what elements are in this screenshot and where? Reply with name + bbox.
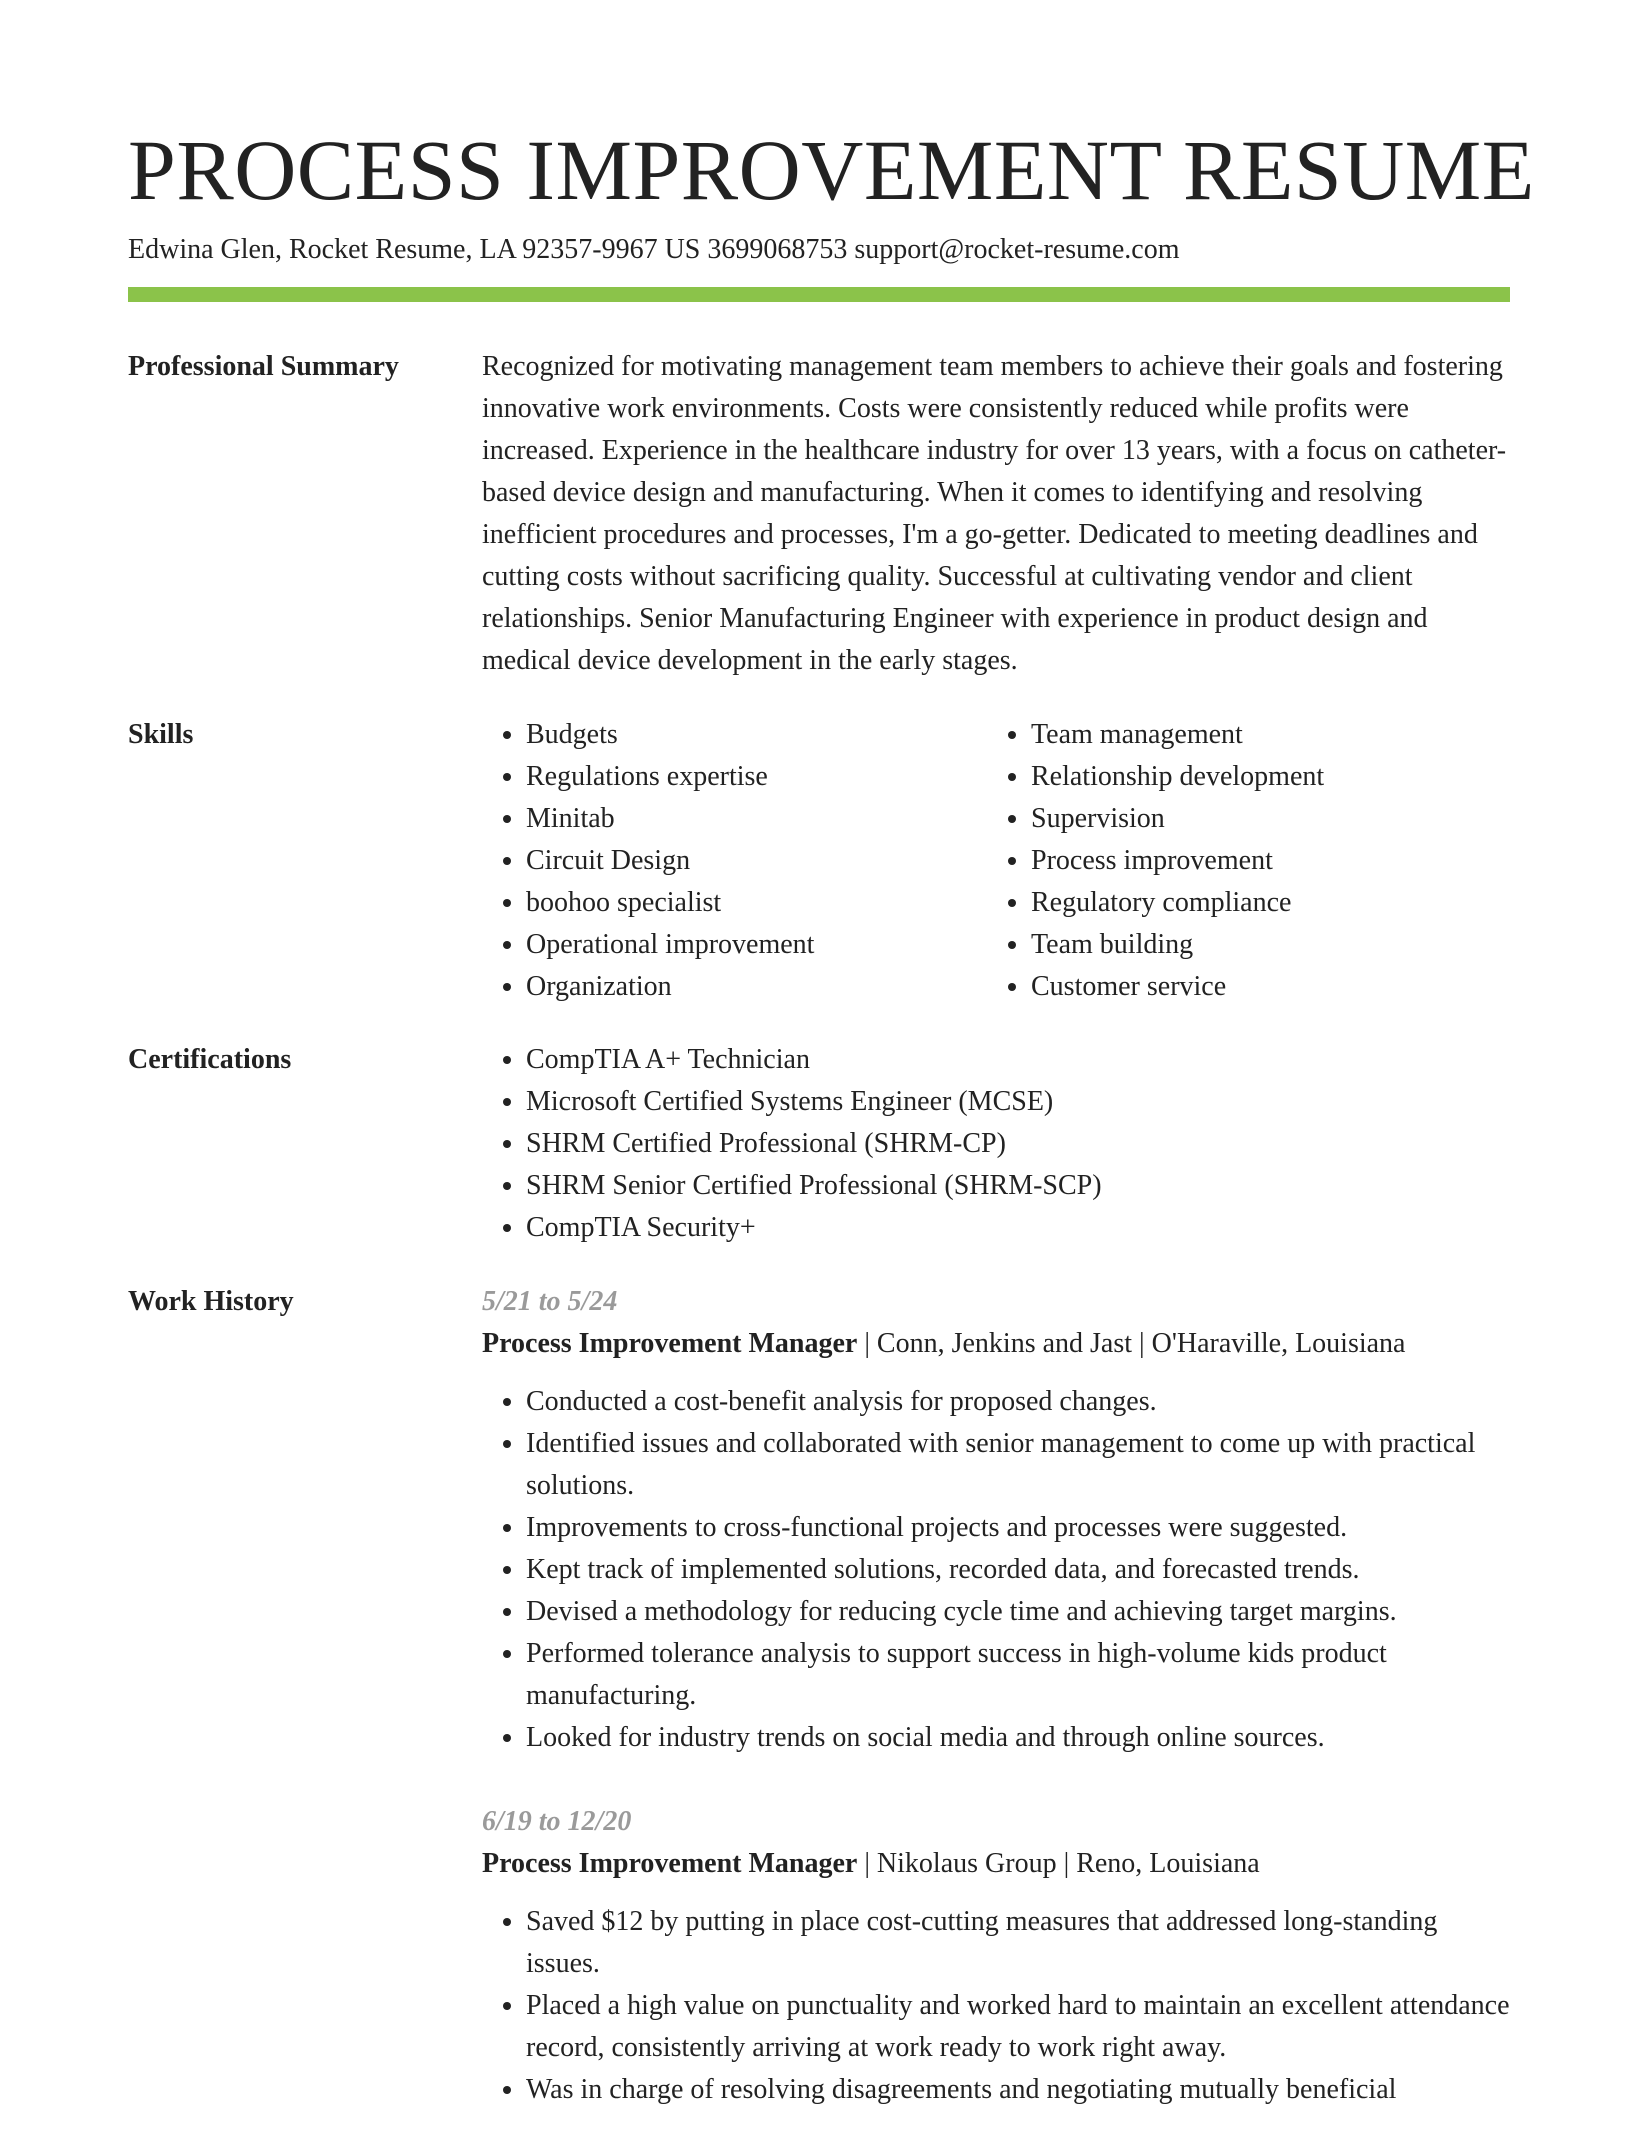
section-label-skills: Skills (128, 719, 194, 750)
skill-item: • Organization (526, 966, 987, 1008)
job-bullet: • Kept track of implemented solutions, recorded data, and forecasted trends. (526, 1549, 1510, 1591)
job-bullet: • Devised a methodology for reducing cycle time and achieving target margins. (526, 1591, 1510, 1633)
skill-item: • Supervision (1031, 798, 1492, 840)
section-label-certifications: Certifications (128, 1044, 292, 1075)
job-heading (482, 1323, 1510, 1365)
skill-item: • Regulatory compliance (1031, 882, 1492, 924)
skill-item: • Operational improvement (526, 924, 987, 966)
job-heading (482, 1843, 1510, 1885)
skill-item: • Budgets (526, 714, 987, 756)
skill-item: • Minitab (526, 798, 987, 840)
skill-item: • Customer service (1031, 966, 1492, 1008)
summary-body (482, 346, 1510, 682)
certification-item: • CompTIA Security+ (526, 1207, 1510, 1249)
certifications-list (482, 1039, 1510, 1249)
job-bullet: • Looked for industry trends on social media and through online sources. (526, 1717, 1510, 1759)
job-bullet: • Was in charge of resolving disagreements and negotiating mutually beneficial (526, 2069, 1510, 2111)
certification-item: • SHRM Certified Professional (SHRM-CP) (526, 1123, 1510, 1165)
resume-title: PROCESS IMPROVEMENT RESUME (128, 122, 1535, 218)
certification-item: • SHRM Senior Certified Professional (SHRM-SCP) (526, 1165, 1510, 1207)
job-bullets (482, 1381, 1510, 1759)
certification-item: • CompTIA A+ Technician (526, 1039, 1510, 1081)
skills-column-left (482, 714, 987, 1008)
skill-item: • Circuit Design (526, 840, 987, 882)
certification-item: • Microsoft Certified Systems Engineer (MCSE) (526, 1081, 1510, 1123)
accent-divider (128, 287, 1510, 302)
skills-column-right (987, 714, 1492, 1008)
work-history-body (482, 1281, 1510, 2153)
skill-item: • Regulations expertise (526, 756, 987, 798)
job-title: Process Improvement Manager (482, 1328, 858, 1359)
skill-item: • Process improvement (1031, 840, 1492, 882)
summary-text: Recognized for motivating management team members to achieve their goals and fostering innovative work environments. Costs were consistently reduced while profits were increased. Experience in the healthcare industry for over 13 years, with a focus on catheter-based device design and manufacturing. When it comes to identifying and resolving inefficient procedures and processes, I'm a go-getter. Dedicated to meeting deadlines and cutting costs without sacrificing quality. Successful at cultivating vendor and client relationships. Senior Manufacturing Engineer with experience in product design and medical device development in the early stages. (482, 351, 1507, 676)
section-label-work-history: Work History (128, 1286, 294, 1317)
skill-item: • Team management (1031, 714, 1492, 756)
job-bullet: • Conducted a cost-benefit analysis for proposed changes. (526, 1381, 1510, 1423)
skill-item: • Relationship development (1031, 756, 1492, 798)
job-entry (482, 1281, 1510, 1759)
contact-line: Edwina Glen, Rocket Resume, LA 92357-9967 US 3699068753 support@rocket-resume.com (128, 234, 1180, 265)
skills-list-right (987, 714, 1492, 1008)
job-bullet: • Improvements to cross-functional projects and processes were suggested. (526, 1507, 1510, 1549)
skill-item: • Team building (1031, 924, 1492, 966)
job-dates: 5/21 to 5/24 (482, 1286, 618, 1317)
job-company-location: | Nikolaus Group | Reno, Louisiana (857, 1848, 1260, 1879)
job-bullet: • Saved $12 by putting in place cost-cutting measures that addressed long-standing issues. (526, 1901, 1510, 1985)
section-label-summary: Professional Summary (128, 351, 399, 382)
certifications-body (482, 1039, 1510, 1249)
job-title: Process Improvement Manager (482, 1848, 858, 1879)
skill-item: • boohoo specialist (526, 882, 987, 924)
job-bullets (482, 1901, 1510, 2111)
skills-columns (482, 714, 1510, 1008)
job-dates: 6/19 to 12/20 (482, 1806, 632, 1837)
job-bullet: • Placed a high value on punctuality and worked hard to maintain an excellent attendance record, consistently arriving at work ready to work right away. (526, 1985, 1510, 2069)
job-bullet: • Performed tolerance analysis to support success in high-volume kids product manufacturing. (526, 1633, 1510, 1717)
skills-body (482, 714, 1510, 1008)
job-company-location: | Conn, Jenkins and Jast | O'Haraville, Louisiana (857, 1328, 1406, 1359)
job-entry (482, 1801, 1510, 2111)
job-bullet: • Identified issues and collaborated with senior management to come up with practical solutions. (526, 1423, 1510, 1507)
skills-list-left (482, 714, 987, 1008)
